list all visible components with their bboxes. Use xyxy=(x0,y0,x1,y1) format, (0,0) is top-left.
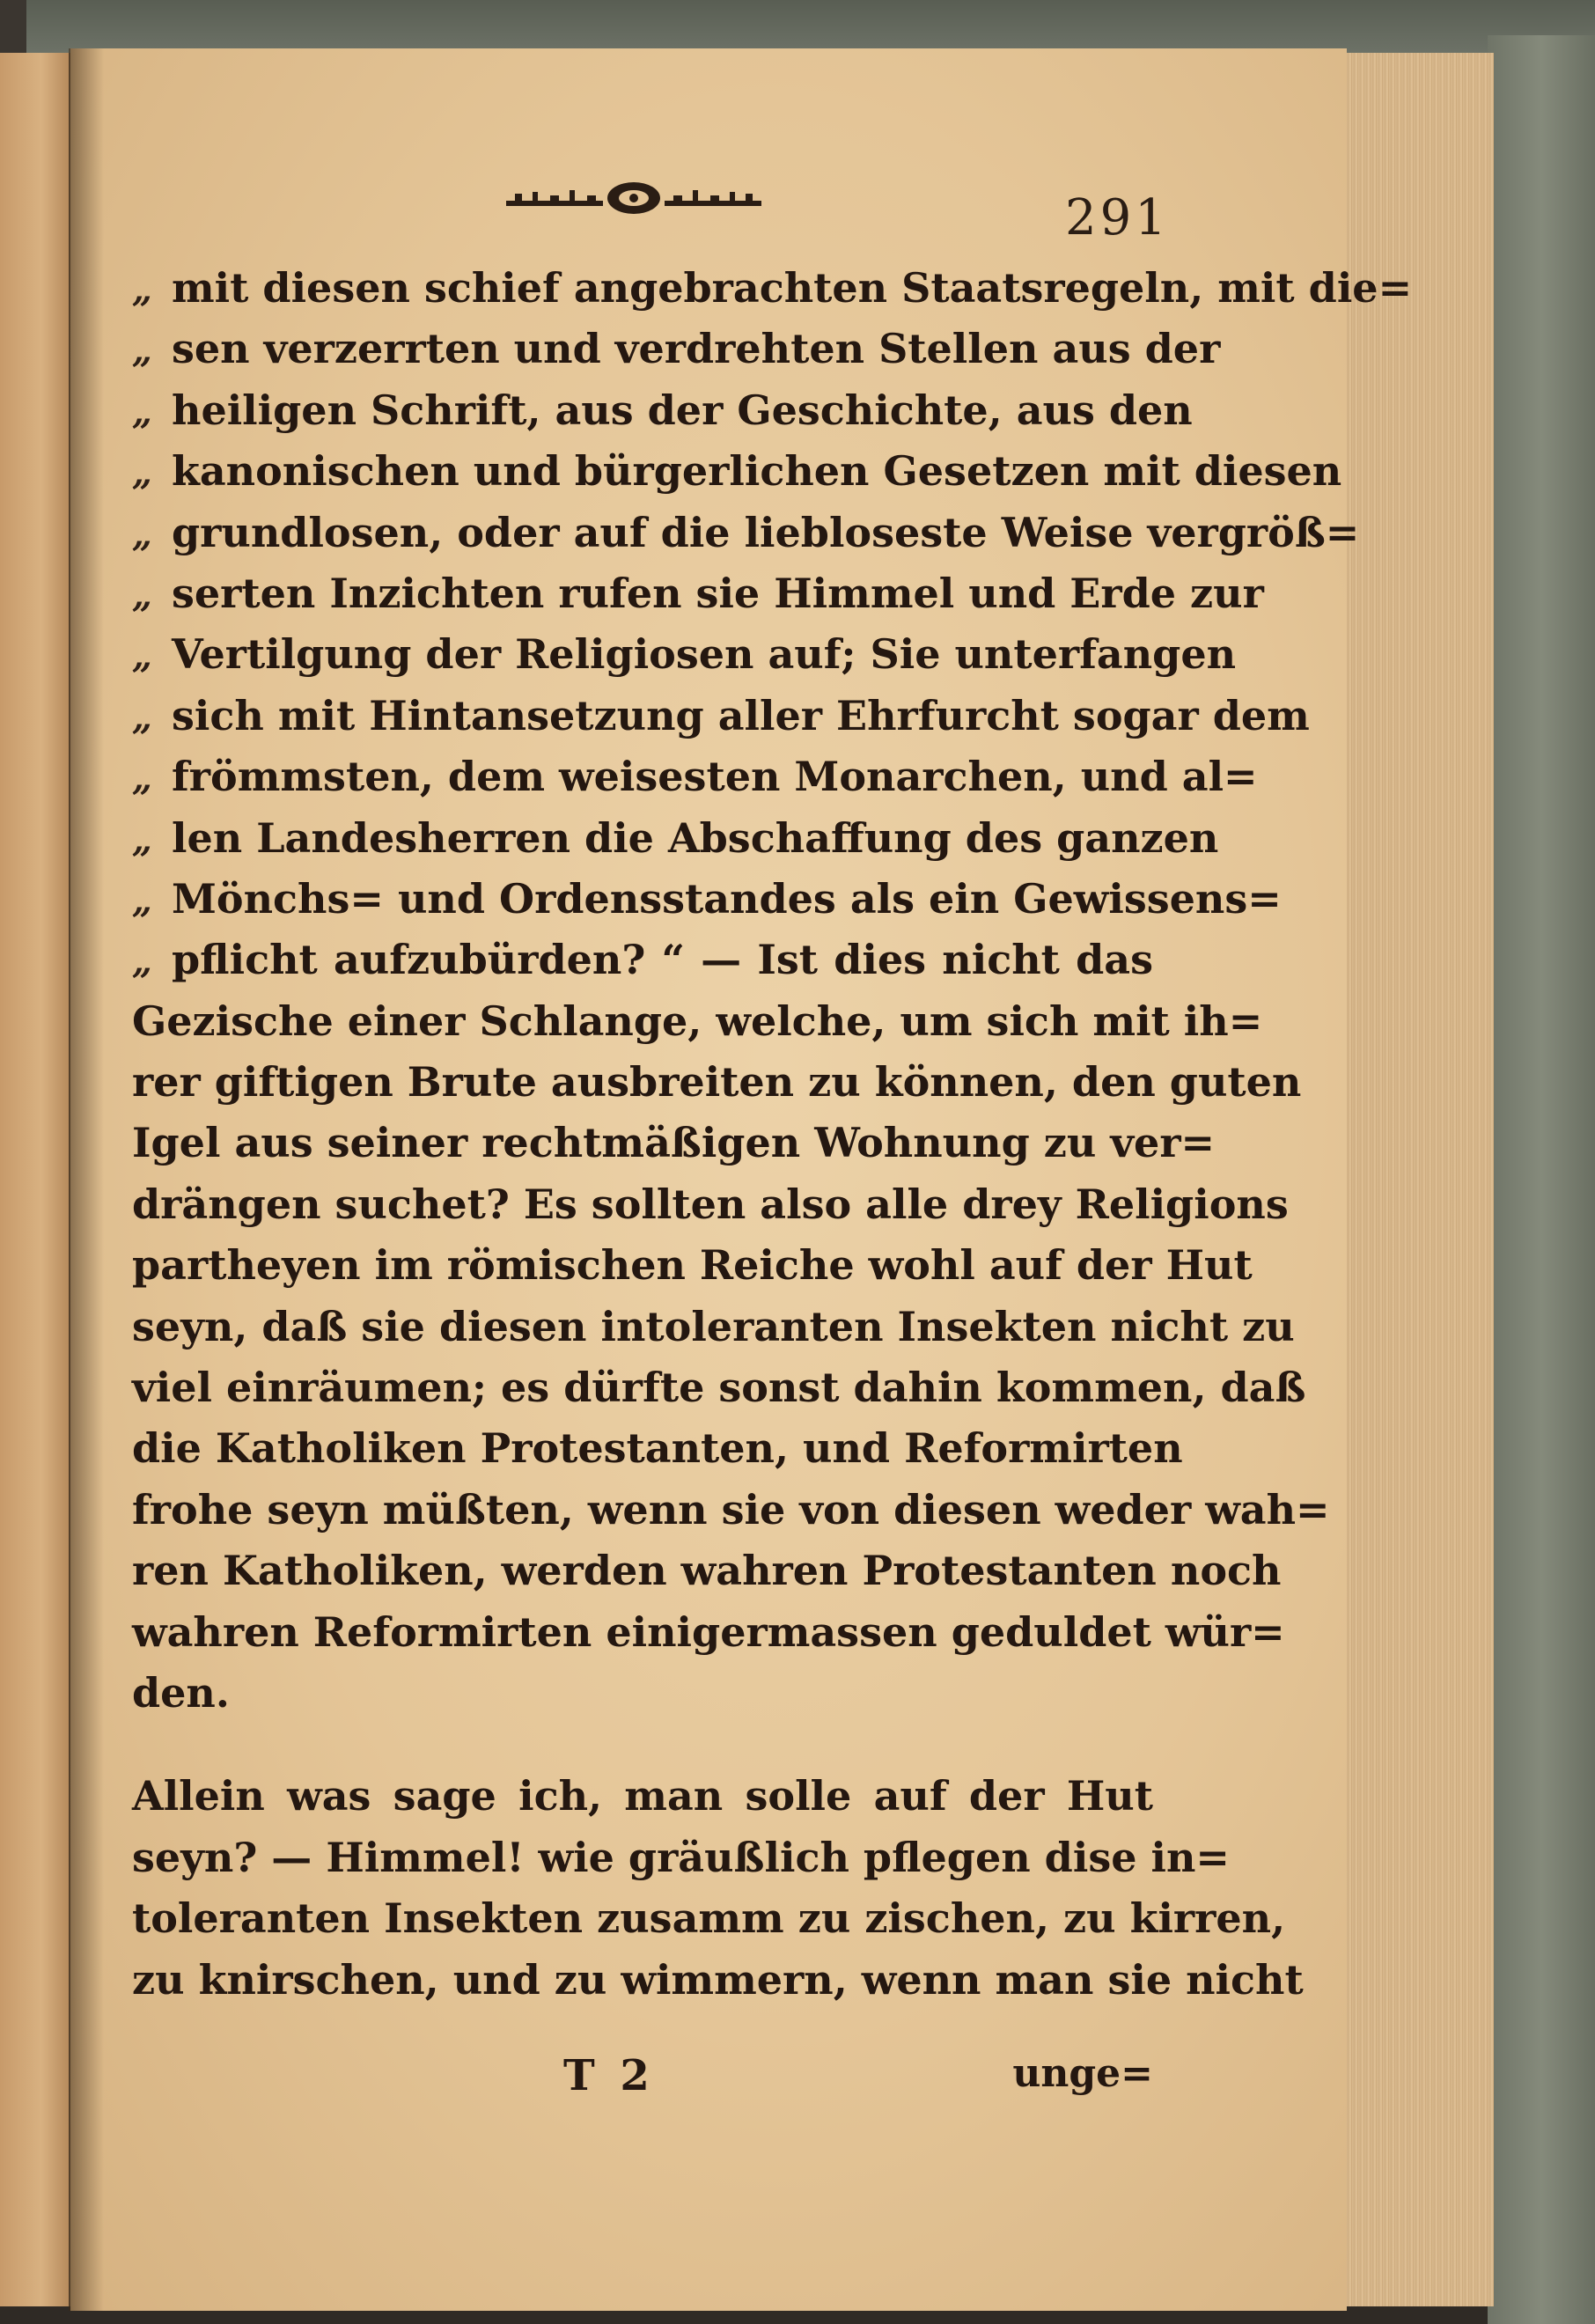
quote-mark: „ xyxy=(132,330,153,372)
paragraph-gap xyxy=(132,1730,1153,1772)
quote-line-text: Vertilgung der Religiosen auf; Sie unterfangen xyxy=(172,630,1237,679)
paragraph-line xyxy=(132,1241,1253,1302)
paragraph-line-text: ren Katholiken, werden wahren Protestanten noch xyxy=(132,1547,1282,1595)
paragraph-line xyxy=(132,1772,1153,1833)
paragraph-line-text: toleranten Insekten zusamm zu zischen, zu kirren, xyxy=(132,1894,1286,1943)
paragraph-line xyxy=(132,1058,1302,1119)
paragraph-line-text: die Katholiken Protestanten, und Reformirten xyxy=(132,1424,1183,1473)
paragraph-line-text: zu knirschen, und zu wimmern, wenn man sie nicht xyxy=(132,1955,1304,2004)
paragraph-line-text: Gezische einer Schlange, welche, um sich mit ih= xyxy=(132,997,1263,1045)
quote-line xyxy=(132,874,1282,936)
quote-line xyxy=(132,264,1413,325)
quote-line-text: Mönchs= und Ordensstandes als ein Gewissens= xyxy=(172,874,1282,923)
quote-mark: „ xyxy=(132,513,153,555)
paragraph-line xyxy=(132,1424,1183,1485)
page-number: 291 xyxy=(1065,189,1170,246)
paragraph-line xyxy=(132,1119,1216,1180)
paragraph-line xyxy=(132,1485,1330,1547)
paragraph-line-text: seyn? — Himmel! wie gräußlich pflegen dise in= xyxy=(132,1833,1230,1881)
paragraph-line-text: Allein was sage ich, man solle auf der Hut xyxy=(132,1772,1153,1820)
quote-line xyxy=(132,508,1360,570)
paragraph-line-text: partheyen im römischen Reiche wohl auf der Hut xyxy=(132,1241,1253,1290)
paragraph-line xyxy=(132,1180,1289,1241)
paragraph-line xyxy=(132,1669,1153,1730)
quote-mark: „ xyxy=(132,452,153,495)
page-block-edges xyxy=(1338,53,1494,2306)
paragraph-line xyxy=(132,997,1263,1058)
quote-line-text: grundlosen, oder auf die liebloseste Weise vergröß= xyxy=(172,508,1360,556)
quote-line-text: frömmsten, dem weisesten Monarchen, und al= xyxy=(172,753,1258,801)
quote-line-text: pflicht aufzubürden? “ — Ist dies nicht das xyxy=(172,936,1153,984)
paragraph-line-text: drängen suchet? Es sollten also alle drey Religions xyxy=(132,1180,1289,1228)
paragraph-line-text: wahren Reformirten einigermassen geduldet wür= xyxy=(132,1607,1285,1656)
quote-line xyxy=(132,569,1264,630)
gutter-shadow xyxy=(69,48,104,2311)
paragraph-line-text: seyn, daß sie diesen intoleranten Insekten nicht zu xyxy=(132,1302,1295,1350)
paragraph-line xyxy=(132,1607,1285,1669)
quote-line xyxy=(132,691,1310,753)
quote-line xyxy=(132,813,1219,875)
paragraph-line xyxy=(132,1955,1304,2017)
quote-line-text: serten Inzichten rufen sie Himmel und Erde zur xyxy=(172,569,1264,617)
quote-mark: „ xyxy=(132,941,153,983)
previous-page-edge xyxy=(0,53,71,2306)
quote-mark: „ xyxy=(132,819,153,861)
paragraph-line-text: frohe seyn müßten, wenn sie von diesen weder wah= xyxy=(132,1485,1330,1533)
quote-line xyxy=(132,753,1258,813)
paragraph-line xyxy=(132,1894,1286,1955)
paragraph-line xyxy=(132,1833,1230,1894)
catchword: unge= xyxy=(1012,2051,1153,2096)
quote-line xyxy=(132,936,1153,997)
paragraph-line-text: Igel aus seiner rechtmäßigen Wohnung zu ver= xyxy=(132,1119,1216,1167)
quote-line xyxy=(132,630,1237,691)
quote-line-text: heiligen Schrift, aus der Geschichte, aus den xyxy=(172,386,1193,434)
quote-line-text: sen verzerrten und verdrehten Stellen aus der xyxy=(172,325,1221,373)
book-cover-edge xyxy=(1488,35,1595,2324)
quote-mark: „ xyxy=(132,574,153,616)
quote-mark: „ xyxy=(132,636,153,678)
paragraph-line xyxy=(132,1547,1282,1607)
quote-line-text: mit diesen schief angebrachten Staatsregeln, mit die= xyxy=(172,264,1413,312)
quote-line-text: len Landesherren die Abschaffung des ganzen xyxy=(172,813,1219,862)
quote-line-text: kanonischen und bürgerlichen Gesetzen mit diesen xyxy=(172,447,1342,496)
header-ornament-icon xyxy=(506,176,761,220)
paragraph-line xyxy=(132,1364,1306,1424)
signature-mark: T 2 xyxy=(563,2051,655,2100)
quote-line xyxy=(132,325,1221,386)
quote-line xyxy=(132,447,1342,508)
paragraph-line-text: den. xyxy=(132,1668,230,1717)
quote-mark: „ xyxy=(132,879,153,922)
quote-line-text: sich mit Hintansetzung aller Ehrfurcht sogar dem xyxy=(172,691,1310,739)
quote-mark: „ xyxy=(132,696,153,739)
quote-mark: „ xyxy=(132,269,153,311)
paragraph-line-text: rer giftigen Brute ausbreiten zu können, den guten xyxy=(132,1058,1302,1107)
body-text xyxy=(132,264,1413,2017)
quote-mark: „ xyxy=(132,758,153,800)
paragraph-line xyxy=(132,1302,1295,1364)
quote-mark: „ xyxy=(132,391,153,433)
quote-line xyxy=(132,386,1193,447)
page-footer xyxy=(132,2051,1153,2104)
paragraph-line-text: viel einräumen; es dürfte sonst dahin kommen, daß xyxy=(132,1364,1306,1412)
